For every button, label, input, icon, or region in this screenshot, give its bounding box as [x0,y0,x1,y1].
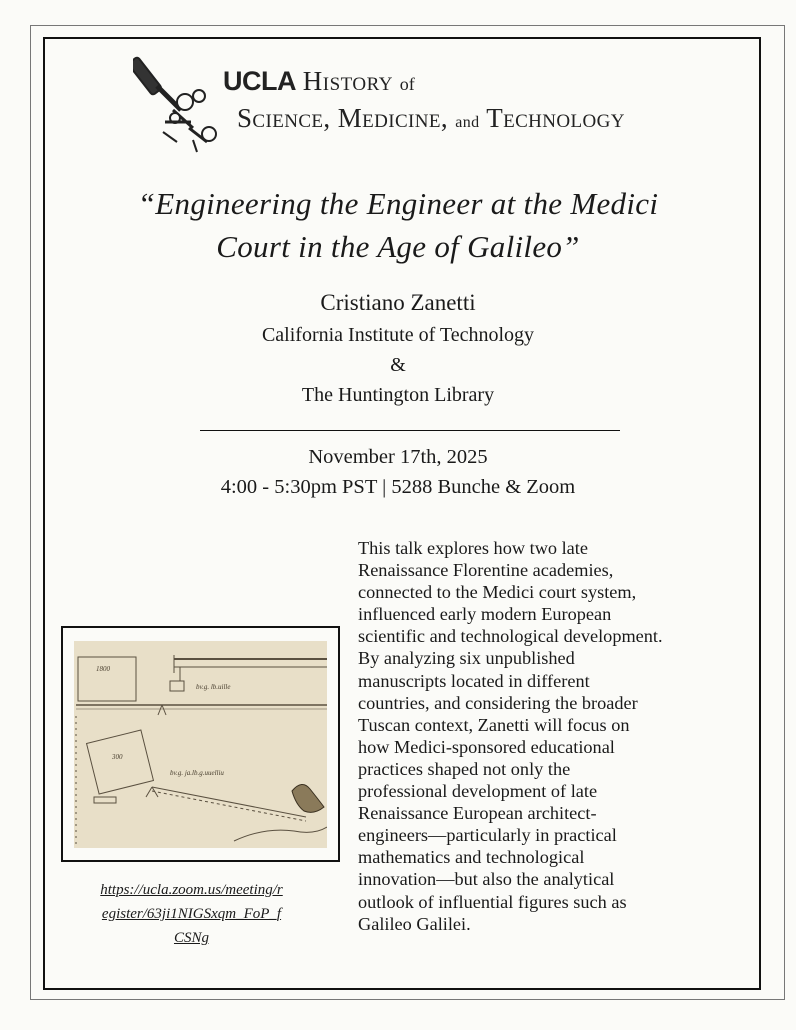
description-line: countries, and considering the broader [358,692,638,713]
description-line: mathematics and technological [358,847,585,868]
sketch-caption-b: bv.g. ja.lb.g.uuelliu [170,769,224,777]
zoom-link-line[interactable]: https://ucla.zoom.us/meeting/r [100,882,283,898]
department-logo [133,52,673,157]
description-line: Renaissance Florentine academies, [358,560,614,581]
logo-line-1 [223,66,415,97]
logo-science-medicine: Science, Medicine, [237,103,449,133]
title-line: “Engineering the Engineer at the Medici [137,186,659,221]
zoom-link[interactable] [64,878,319,950]
description-line: This talk explores how two late [358,538,588,558]
event-time-location: 4:00 - 5:30pm PST | 5288 Bunche & Zoom [220,476,576,498]
talk-title [90,182,706,268]
description-line: how Medici-sponsored educational [358,736,615,757]
description-line: scientific and technological development. [358,626,663,647]
title-line: Court in the Age of Galileo” [216,229,580,264]
zoom-link-line[interactable]: egister/63ji1NIGSxqm_FoP_f [101,906,282,922]
description-line: innovation—but also the analytical [358,869,615,890]
description-line: outlook of influential figures such as [358,891,627,912]
manuscript-drawing [74,641,327,848]
sketch-label-a: 1800 [96,665,110,673]
talk-description [358,537,758,935]
description-line: By analyzing six unpublished [358,648,575,669]
event-date: November 17th, 2025 [308,446,488,468]
speaker-affiliation-1: California Institute of Technology [261,324,535,346]
logo-technology: Technology [486,103,625,133]
logo-line-2 [237,103,625,134]
description-line: connected to the Medici court system, [358,582,637,603]
description-line: engineers—particularly in practical [358,825,617,846]
logo-org: UCLA [223,66,296,96]
logo-history: History [302,66,393,96]
sketch-label-b: 300 [112,753,123,761]
zoom-link-line[interactable]: CSNg [173,930,209,946]
description-line: influenced early modern European [358,604,612,625]
description-line: Renaissance European architect- [358,803,597,824]
description-line: Tuscan context, Zanetti will focus on [358,714,630,735]
speaker-affiliation-2: The Huntington Library [301,384,495,406]
affiliation-ampersand: & [390,354,406,376]
manuscript-sketch [74,641,327,848]
speaker-name: Cristiano Zanetti [320,290,476,315]
description-line: practices shaped not only the [358,758,571,779]
microscope-icon [133,52,223,157]
description-line: professional development of late [358,781,598,802]
manuscript-image-frame [61,626,340,862]
description-line: manuscripts located in different [358,670,590,691]
description-line: Galileo Galilei. [358,913,471,934]
divider [200,430,620,431]
sketch-caption-a: bv.g. lb.uille [196,683,231,691]
logo-of: of [399,74,415,94]
logo-and: and [455,114,480,131]
